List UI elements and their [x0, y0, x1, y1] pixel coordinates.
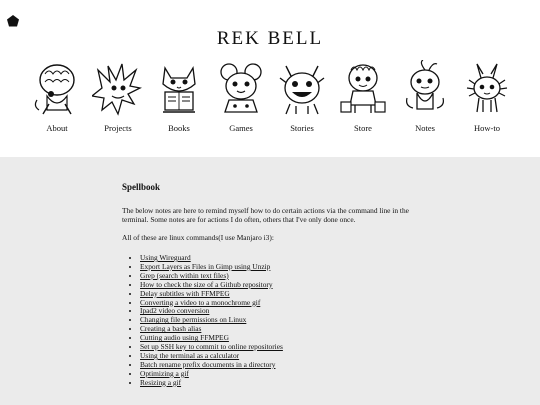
- note-link[interactable]: How to check the size of a Github repository: [140, 279, 273, 289]
- note-link[interactable]: Creating a bash alias: [140, 324, 202, 334]
- nav-label: About: [46, 123, 68, 133]
- note-link[interactable]: Export Layers as Files in Gimp using Unzip: [140, 261, 271, 271]
- note-link[interactable]: Set up SSH key to commit to online repositories: [140, 342, 283, 352]
- note-link[interactable]: Ipad2 video conversion: [140, 306, 210, 316]
- notes-list: [122, 254, 422, 388]
- nav-item-projects[interactable]: [87, 60, 149, 138]
- nav-item-about[interactable]: [26, 60, 88, 138]
- brain-creature-icon: [31, 60, 83, 116]
- game-creature-icon: [215, 60, 267, 116]
- intro-paragraph: The below notes are here to remind myself how to do certain actions via the command line in the terminal. Some notes are for actions I do often, others that I've only done once.: [122, 206, 409, 224]
- nav-item-store[interactable]: [332, 60, 394, 138]
- nav-item-books[interactable]: [148, 60, 210, 138]
- shopkeeper-creature-icon: [337, 60, 389, 116]
- site-title[interactable]: REK BELL: [216, 28, 324, 49]
- note-taker-creature-icon: [399, 60, 451, 116]
- page-title: Spellbook: [122, 182, 161, 192]
- list-item: [140, 379, 422, 388]
- nav-label: Games: [229, 123, 253, 133]
- nav-label: Stories: [290, 123, 314, 133]
- note-link[interactable]: Changing file permissions on Linux: [140, 315, 247, 325]
- note-link[interactable]: Batch rename prefix documents in a directory: [140, 359, 276, 369]
- nav-label: Notes: [415, 123, 435, 133]
- nav-item-how-to[interactable]: [456, 60, 518, 138]
- spiky-creature-icon: [92, 60, 144, 116]
- nav-item-games[interactable]: [210, 60, 272, 138]
- nav-item-stories[interactable]: [271, 60, 333, 138]
- site-header: [0, 0, 540, 156]
- subtitle-paragraph: All of these are linux commands(I use Manjaro i3):: [122, 233, 274, 242]
- axolotl-icon: [461, 60, 513, 116]
- pentagon-icon[interactable]: [6, 14, 20, 28]
- cat-reading-icon: [153, 60, 205, 116]
- note-link[interactable]: Using the terminal as a calculator: [140, 350, 240, 360]
- nav-label: Projects: [104, 123, 132, 133]
- nav-item-notes[interactable]: [394, 60, 456, 138]
- article: [122, 183, 422, 388]
- nav-label: Books: [168, 123, 190, 133]
- note-link[interactable]: Optimizing a gif: [140, 368, 189, 378]
- main-content: [0, 157, 540, 405]
- main-nav: [26, 60, 518, 140]
- note-link[interactable]: Cutting audio using FFMPEG: [140, 333, 229, 343]
- nav-label: How-to: [474, 123, 500, 133]
- note-link[interactable]: Using Wireguard: [140, 253, 191, 262]
- nav-label: Store: [354, 123, 372, 133]
- note-link[interactable]: Resizing a gif: [140, 377, 182, 387]
- storyteller-creature-icon: [276, 60, 328, 116]
- note-link[interactable]: Delay subtitles with FFMPEG: [140, 288, 230, 298]
- note-link[interactable]: Grep (search within text files): [140, 270, 229, 280]
- list-item: [140, 370, 422, 379]
- note-link[interactable]: Converting a video to a monochrome gif: [140, 297, 261, 307]
